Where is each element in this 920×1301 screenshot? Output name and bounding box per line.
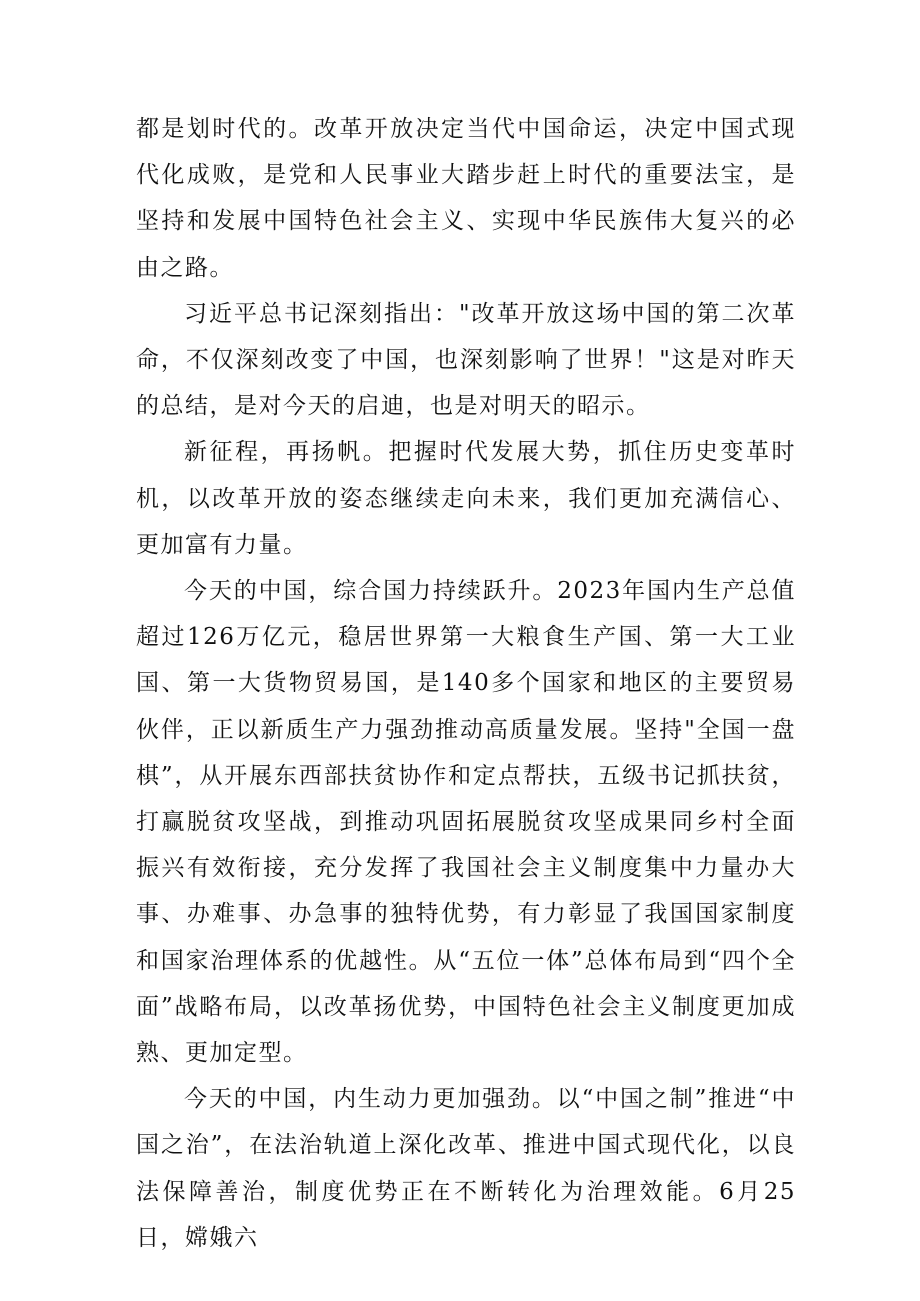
paragraph-1: 都是划时代的。改革开放决定当代中国命运，决定中国式现代化成败，是党和人民事业大踏步赶上时代的重要法宝，是坚持和发展中国特色社会主义、实现中华民族伟大复兴的必由之路。 [136,116,796,281]
paragraph-2: 习近平总书记深刻指出："改革开放这场中国的第二次革命，不仅深刻改变了中国，也深刻影响了世界！"这是对昨天的总结，是对今天的启迪，也是对明天的昭示。 [136,300,796,420]
paragraph-4: 今天的中国，综合国力持续跃升。2023年国内生产总值超过126万亿元，稳居世界第一大粮食生产国、第一大工业国、第一大货物贸易国，是140多个国家和地区的主要贸易伙伴，正以新质生产力强劲推动高质量发展。坚持"全国一盘棋”，从开展东西部扶贫协作和定点帮扶，五级书记抓扶贫，打赢脱贫攻坚战，到推动巩固拓展脱贫攻坚成果同乡村全面振兴有效衔接，充分发挥了我国社会主义制度集中力量办大事、办难事、办急事的独特优势，有力彰显了我国国家制度和国家治理体系的优越性。从“五位一体”总体布局到“四个全面”战略布局，以改革扬优势，中国特色社会主义制度更加成熟、更加定型。 [136,578,796,1067]
document-page [136,106,796,1261]
paragraph-3: 新征程，再扬帆。把握时代发展大势，抓住历史变革时机，以改革开放的姿态继续走向未来，我们更加充满信心、更加富有力量。 [136,439,796,558]
paragraph-5: 今天的中国，内生动力更加强劲。以“中国之制”推进“中国之治”，在法治轨道上深化改革、推进中国式现代化，以良法保障善治，制度优势正在不断转化为治理效能。6月25日，嫦娥六 [136,1086,796,1251]
